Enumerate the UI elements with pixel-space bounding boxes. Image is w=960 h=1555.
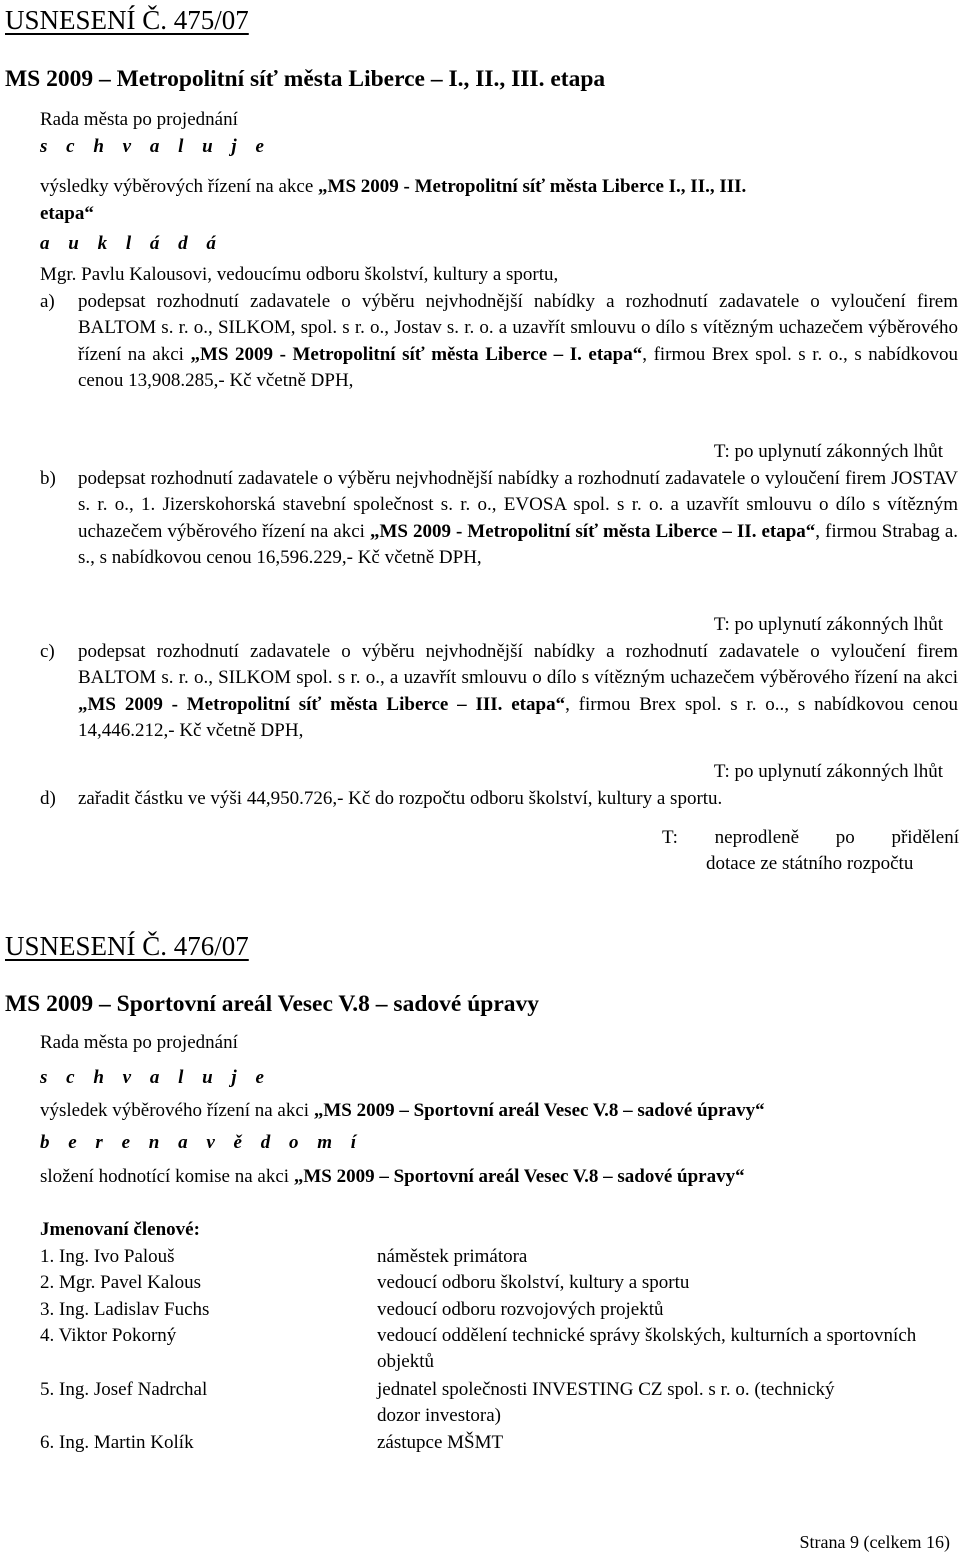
member-name: 3. Ing. Ladislav Fuchs bbox=[40, 1299, 210, 1320]
task-deadline: T: po uplynutí zákonných lhůt bbox=[713, 614, 943, 635]
members-heading: Jmenovaní členové: bbox=[40, 1219, 200, 1240]
member-role: vedoucí odboru školství, kultury a sportu bbox=[377, 1272, 690, 1293]
instructs-recipient: Mgr. Pavlu Kalousovi, vedoucímu odboru školství, kultury a sportu, bbox=[40, 264, 559, 285]
member-name: 5. Ing. Josef Nadrchal bbox=[40, 1379, 208, 1400]
council-intro: Rada města po projednání bbox=[40, 1032, 238, 1053]
task-text: podepsat rozhodnutí zadavatele o výběru nejvhodnější nabídky a rozhodnutí zadavatele o vyloučení firem BALTOM s. r. o., SILKOM spol. s r. o., a uzavřít smlouvu o dílo s vítězným uchazečem výběrového řízení na akci „MS 2009 - Metropolitní síť města Liberce – III. etapa“, firmou Brex spol. s r. o.., s nabídkovou cenou 14,446.212,- Kč včetně DPH, bbox=[78, 641, 958, 742]
task-text: zařadit částku ve výši 44,950.726,- Kč do rozpočtu odboru školství, kultury a sportu. bbox=[78, 788, 723, 809]
member-role: vedoucí odboru rozvojových projektů bbox=[377, 1299, 664, 1320]
results-line-continued: etapa“ bbox=[40, 203, 94, 224]
approves-label: s c h v a l u j e bbox=[40, 1067, 271, 1088]
resolution-title: MS 2009 – Sportovní areál Vesec V.8 – sadové úpravy bbox=[5, 991, 540, 1017]
resolution-heading: USNESENÍ Č. 475/07 bbox=[5, 5, 249, 35]
member-name: 2. Mgr. Pavel Kalous bbox=[40, 1272, 201, 1293]
task-label: d) bbox=[40, 788, 56, 809]
member-name: 4. Viktor Pokorný bbox=[40, 1325, 177, 1346]
results-line: výsledky výběrových řízení na akce „MS 2009 - Metropolitní síť města Liberce I., II., III. bbox=[40, 176, 747, 197]
task-deadline: T: neprodleně po přidělení dotace ze státního rozpočtu bbox=[662, 827, 959, 875]
result-line: výsledek výběrového řízení na akci „MS 2009 – Sportovní areál Vesec V.8 – sadové úpravy“ bbox=[40, 1100, 765, 1121]
resolution-title: MS 2009 – Metropolitní síť města Liberce – I., II., III. etapa bbox=[5, 66, 606, 92]
member-name: 6. Ing. Martin Kolík bbox=[40, 1432, 194, 1453]
member-name: 1. Ing. Ivo Palouš bbox=[40, 1246, 175, 1267]
task-label: c) bbox=[40, 641, 55, 662]
resolution-heading: USNESENÍ Č. 476/07 bbox=[5, 931, 249, 961]
acknowledges-label: b e r e n a v ě d o m í bbox=[40, 1132, 364, 1153]
instructs-label: a u k l á d á bbox=[40, 233, 223, 254]
task-deadline: T: po uplynutí zákonných lhůt bbox=[713, 441, 943, 462]
committee-line: složení hodnotící komise na akci „MS 2009 – Sportovní areál Vesec V.8 – sadové úpravy“ bbox=[40, 1166, 745, 1187]
task-text: podepsat rozhodnutí zadavatele o výběru nejvhodnější nabídky a rozhodnutí zadavatele o vyloučení firem JOSTAV s. r. o., 1. Jizerskohorská stavební společnost s. r. o., EVOSA spol. s r. o. a uzavřít smlouvu o dílo s vítězným uchazečem výběrového řízení na akci „MS 2009 - Metropolitní síť města Liberce – II. etapa“, firmou Strabag a. s., s nabídkovou cenou 16,596.229,- Kč včetně DPH, bbox=[78, 468, 958, 569]
member-role: vedoucí oddělení technické správy školských, kulturních a sportovních objektů bbox=[377, 1325, 917, 1373]
task-text: podepsat rozhodnutí zadavatele o výběru nejvhodnější nabídky a rozhodnutí zadavatele o vyloučení firem BALTOM s. r. o., SILKOM, spol. s r. o., Jostav s. r. o. a uzavřít smlouvu o dílo s vítězným uchazečem výběrového řízení na akci „MS 2009 - Metropolitní síť města Liberce – I. etapa“, firmou Brex spol. s r. o., s nabídkovou cenou 13,908.285,- Kč včetně DPH, bbox=[78, 291, 958, 392]
council-intro: Rada města po projednání bbox=[40, 109, 238, 130]
task-deadline: T: po uplynutí zákonných lhůt bbox=[713, 761, 943, 782]
approves-label: s c h v a l u j e bbox=[40, 136, 271, 157]
member-role: zástupce MŠMT bbox=[377, 1432, 504, 1453]
member-role: náměstek primátora bbox=[377, 1246, 528, 1267]
task-label: a) bbox=[40, 291, 55, 312]
task-label: b) bbox=[40, 468, 56, 489]
page-number: Strana 9 (celkem 16) bbox=[799, 1532, 950, 1552]
member-role: jednatel společnosti INVESTING CZ spol. s r. o. (technický dozor investora) bbox=[377, 1379, 835, 1427]
